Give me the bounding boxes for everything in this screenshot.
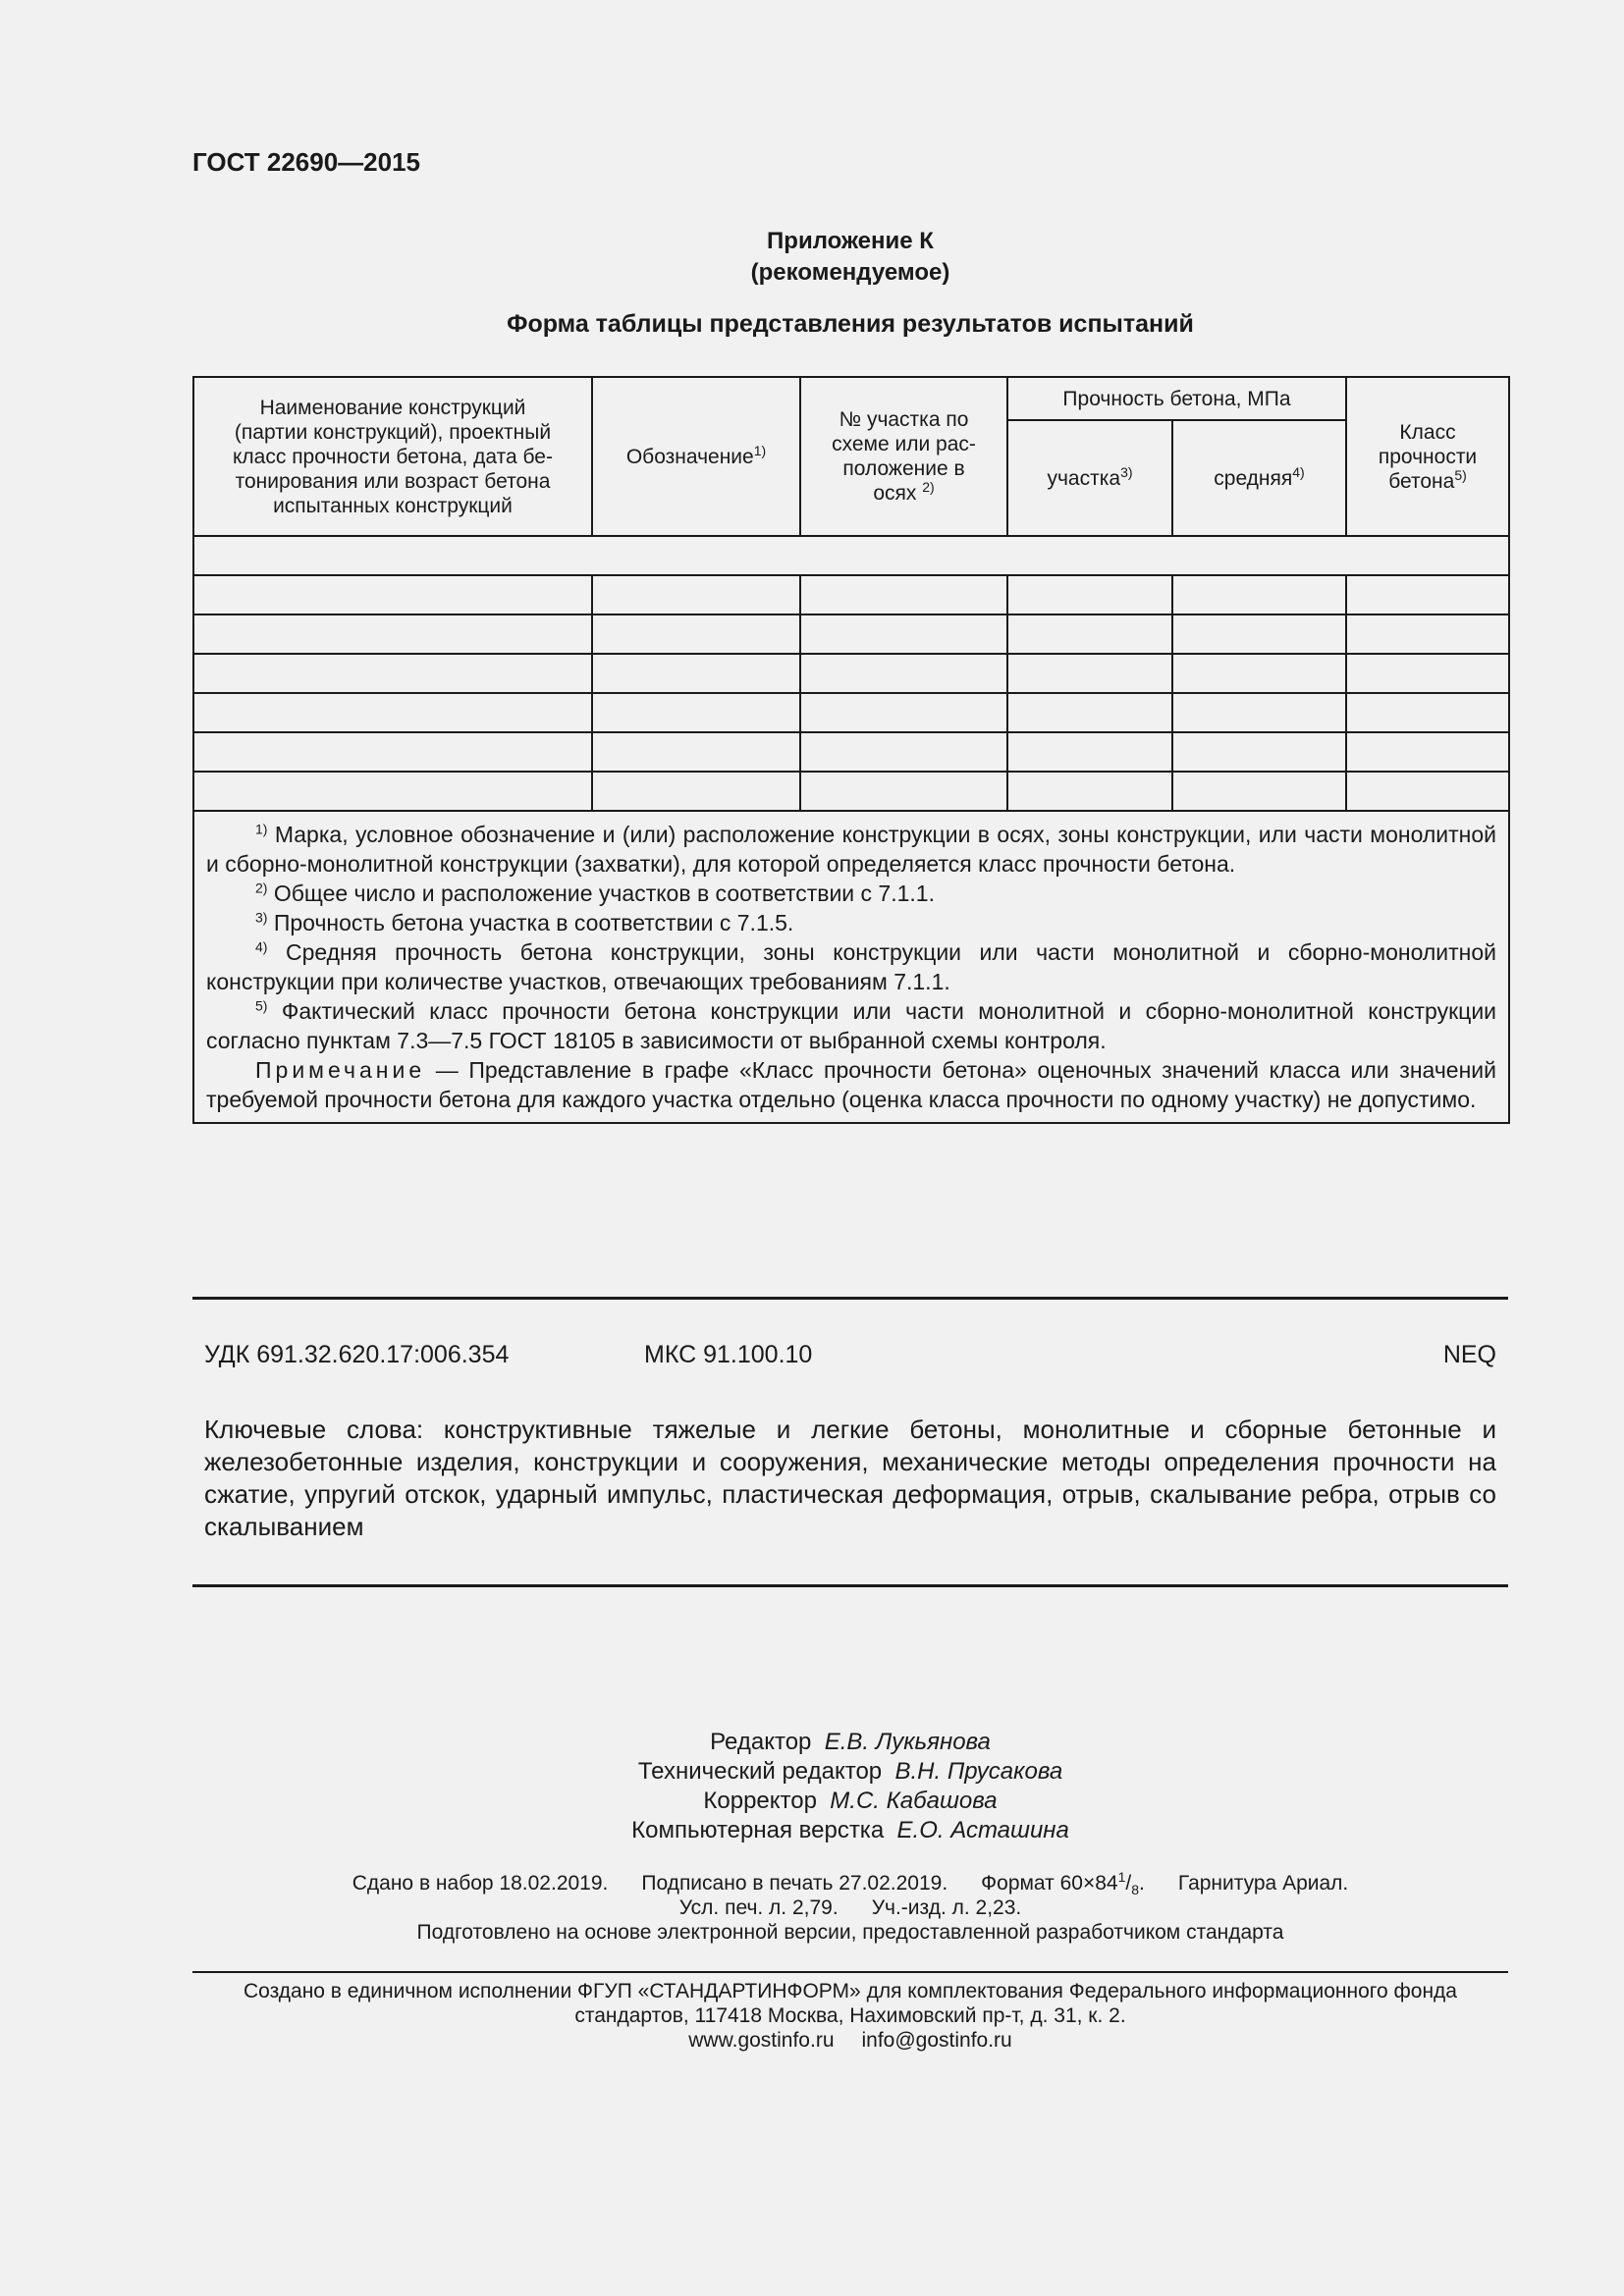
neq-label: NEQ [1442, 1341, 1496, 1368]
mks-code: МКС 91.100.10 [644, 1341, 813, 1368]
editorial-staff [192, 1728, 1508, 1845]
table-row [193, 575, 1509, 614]
website-link[interactable]: www.gostinfo.ru [688, 2029, 835, 2052]
footnote-3: $^{3)}$ Прочность бетона участка в соответствии с 7.1.5. [255, 909, 794, 935]
results-table [192, 376, 1510, 1124]
table-note: Примечание — Представление в графе «Класс прочности бетона» оценочных значений класса или значений требуемой прочности бетона для каждого участка отдельно (оценка класса прочности по одному участку) не допустимо. [206, 1057, 1496, 1112]
section-divider-top [192, 1297, 1508, 1300]
header-section-number: № участка по схеме или рас- положение в осях $^{2)}$ [800, 377, 1007, 536]
imprint [192, 1871, 1508, 1945]
table-row [193, 772, 1509, 811]
table-row [193, 654, 1509, 693]
table-row [193, 614, 1509, 654]
appendix-heading [192, 226, 1508, 289]
header-construction: Наименование конструкций (партии конструкций), проектный класс прочности бетона, дата бе- тонирования или возраст бетона испытанных конструкций [193, 377, 592, 536]
footnote-5: $^{5)}$ Фактический класс прочности бетона конструкции или части монолитной и сборно-монолитной конструкции согласно пунктам 7.3—7.5 ГОСТ 18105 в зависимости от выбранной схемы контроля. [206, 997, 1497, 1053]
publisher-divider [192, 1971, 1508, 1973]
footnote-4: $^{4)}$ Средняя прочность бетона конструкции, зоны конструкции или части монолитной и сборно-монолитной конструкции при количестве участков, отвечающих требованиям 7.1.1. [206, 938, 1496, 994]
table-footnotes [193, 811, 1509, 1123]
header-concrete-strength: Прочность бетона, МПа [1007, 377, 1346, 420]
header-average-strength: средняя$^{4)}$ [1172, 420, 1346, 536]
footnote-1: $^{1)}$ Марка, условное обозначение и (или) расположение конструкции в осях, зоны конструкции, или части монолитной и сборно-монолитной конструкции (захватки), для которой определяется класс прочности бетона. [206, 821, 1496, 877]
section-divider-bottom [192, 1584, 1508, 1587]
email-link[interactable]: info@gostinfo.ru [861, 2029, 1012, 2052]
imprint-line-3: Подготовлено на основе электронной версии, предоставленной разработчиком стандарта [416, 1921, 1284, 1944]
appendix-subtitle: (рекомендуемое) [750, 259, 950, 286]
staff-editor: Редактор Е.В. Лукьянова [710, 1729, 991, 1755]
staff-layout: Компьютерная верстка Е.О. Асташина [631, 1817, 1069, 1843]
header-designation: Обозначение$^{1)}$ [592, 377, 800, 536]
table-body [193, 536, 1509, 811]
udk-code: УДК 691.32.620.17:006.354 [204, 1341, 510, 1368]
header-section-strength: участка$^{3)}$ [1007, 420, 1172, 536]
keywords: Ключевые слова: конструктивные тяжелые и легкие бетоны, монолитные и сборные бетонные и железобетонные изделия, конструкции и сооружения, механические методы определения прочности на сжатие, упругий отскок, ударный импульс, пластическая деформация, отрыв, скалывание ребра, отрыв со скалыванием [204, 1415, 1496, 1541]
header-strength-class: Класс прочности бетона$^{5)}$ [1346, 377, 1509, 536]
imprint-line-1: Сдано в набор 18.02.2019. Подписано в печать 27.02.2019. Формат $60\times 84^1/_8$. Гарнитура Ариал. [352, 1869, 1349, 1898]
table-row [193, 693, 1509, 732]
publisher-info: Создано в единичном исполнении ФГУП «СТАНДАРТИНФОРМ» для комплектования Федерального информационного фонда стандартов, 117418 Москва, Нахимовский пр-т, д. 31, к. 2. www.gostinfo.ru info@gostinfo.ru [243, 1980, 1457, 2052]
form-title: Форма таблицы представления результатов испытаний [507, 310, 1194, 338]
staff-proofreader: Корректор М.С. Кабашова [703, 1788, 998, 1814]
footnote-2: $^{2)}$ Общее число и расположение участков в соответствии с 7.1.1. [255, 880, 935, 906]
document-id: ГОСТ 22690—2015 [192, 147, 420, 177]
appendix-title: Приложение К [767, 228, 934, 254]
table-row [193, 732, 1509, 772]
staff-tech-editor: Технический редактор В.Н. Прусакова [637, 1758, 1063, 1785]
imprint-line-2: Усл. печ. л. 2,79. Уч.-изд. л. 2,23. [678, 1896, 1022, 1919]
